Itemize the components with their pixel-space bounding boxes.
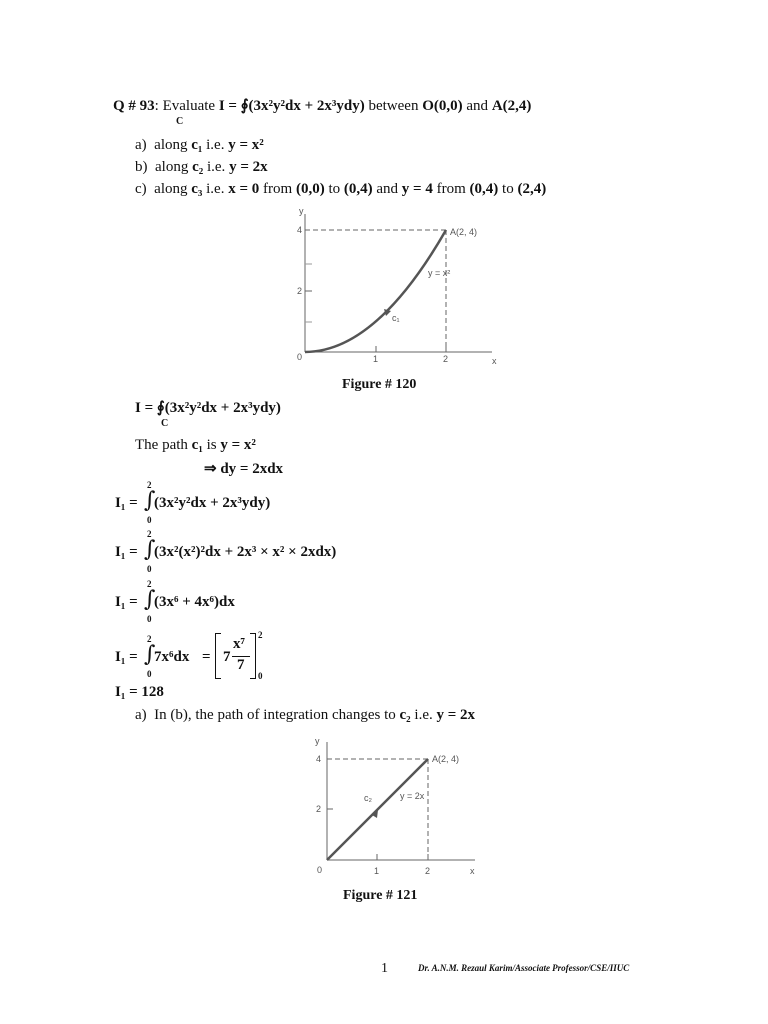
bracket-right (250, 633, 256, 679)
step-2-lhs: I₁ = (115, 544, 138, 560)
line-y-eq-2x (327, 759, 428, 860)
part-ie: i.e. (203, 159, 230, 175)
step-4-lhs: I₁ = (115, 649, 138, 665)
step-3-upper: 2 (147, 579, 152, 589)
part-label: b) (135, 159, 148, 175)
part-a (135, 137, 264, 154)
part-p1: (0,0) (295, 181, 325, 197)
author-footer: Dr. A.N.M. Rezaul Karim/Associate Professor/CSE/IIUC (418, 963, 630, 973)
solution-contour: C (161, 418, 169, 429)
curve-y-eq-x2 (305, 230, 446, 352)
part-c (135, 181, 546, 198)
path-label: c₁ (392, 313, 400, 323)
part-eq: x = 0 (228, 181, 260, 197)
part-eq: y = x² (228, 137, 264, 153)
step-2-expr: (3x²(x²)²dx + 2x³ × x² × 2xdx) (154, 544, 337, 560)
part-label: c) (135, 181, 147, 197)
direction-arrow (384, 309, 391, 316)
bracket-lower: 0 (258, 671, 263, 681)
part-to2: to (498, 181, 518, 197)
x-tick-label-0: 0 (297, 352, 303, 362)
point-a-label: A(2, 4) (432, 754, 460, 764)
point-a: A(2,4) (491, 98, 532, 114)
step-3-lhs: I₁ = (115, 594, 138, 610)
question-label: Q # 93 (113, 98, 155, 114)
step-1-lower: 0 (147, 515, 152, 525)
figure-120-caption: Figure # 120 (342, 377, 417, 392)
step-4-lower: 0 (147, 669, 152, 679)
x-tick-label-2: 2 (425, 866, 431, 876)
part-ie: i.e. (202, 137, 229, 153)
fraction-den: 7 (237, 657, 245, 673)
part-eq: y = 2x (229, 159, 268, 175)
next-curve: c₂ (399, 707, 411, 723)
part-eq2: y = 4 (401, 181, 433, 197)
figure-120-plot (280, 204, 520, 374)
step-1-lhs: I₁ = (115, 495, 138, 511)
derivative-line: ⇒ dy = 2xdx (204, 461, 284, 477)
path-statement (135, 437, 256, 454)
result-line: I₁ = 128 (115, 684, 164, 700)
path-label: c₂ (364, 793, 372, 803)
y-axis-label: y (299, 206, 304, 216)
step-4-equals: = (202, 649, 211, 665)
bracket-coef: 7 (223, 649, 231, 665)
and-text: and (462, 98, 492, 114)
figure-121-plot (300, 732, 500, 882)
path-text: The path (135, 437, 192, 453)
part-text: along (154, 181, 192, 197)
figure-121 (300, 732, 500, 887)
path-is: is (202, 437, 221, 453)
step-2-upper: 2 (147, 529, 152, 539)
question-line (113, 96, 531, 115)
x-tick-label-1: 1 (373, 354, 379, 364)
path-eq: y = x² (220, 437, 256, 453)
part-and: and (372, 181, 402, 197)
bracket-upper: 2 (258, 630, 263, 640)
figure-121-caption: Figure # 121 (343, 888, 418, 903)
part-label: a) (135, 137, 147, 153)
bracket-left (215, 633, 221, 679)
question-text: : Evaluate (154, 98, 219, 114)
next-part (135, 707, 475, 724)
x-tick-label-2: 2 (443, 354, 449, 364)
step-2-lower: 0 (147, 564, 152, 574)
part-b (135, 159, 268, 176)
y-tick-label-4: 4 (297, 225, 303, 235)
part-from2: from (432, 181, 470, 197)
integral-sign: ∫ (144, 587, 156, 612)
page-number: 1 (381, 961, 388, 976)
next-text: In (b), the path of integration changes to (154, 707, 400, 723)
point-o: O(0,0) (422, 98, 463, 114)
part-text: along (154, 137, 192, 153)
fraction-num: x⁷ (233, 636, 245, 652)
step-1-expr: (3x²y²dx + 2x³ydy) (154, 495, 271, 511)
step-4-expr: 7x⁶dx (154, 649, 190, 665)
y-tick-label-2: 2 (316, 804, 322, 814)
next-ie: i.e. (410, 707, 437, 723)
part-ie: i.e. (202, 181, 229, 197)
curve-label: y = 2x (400, 791, 425, 801)
part-curve: c₂ (192, 159, 204, 175)
y-tick-label-4: 4 (316, 754, 322, 764)
x-tick-label-0: 0 (317, 865, 323, 875)
y-tick-label-2: 2 (297, 286, 303, 296)
part-curve: c₃ (191, 181, 203, 197)
part-mid: from (259, 181, 296, 197)
step-3-expr: (3x⁶ + 4x⁶)dx (154, 594, 235, 610)
x-tick-label-1: 1 (374, 866, 380, 876)
solution-integral: I = ∮(3x²y²dx + 2x³ydy) (135, 400, 281, 416)
step-3-lower: 0 (147, 614, 152, 624)
part-p4: (2,4) (517, 181, 547, 197)
next-label: a) (135, 707, 147, 723)
integral-sign: ∫ (144, 537, 156, 562)
question-integral: I = ∮(3x²y²dx + 2x³ydy) (218, 98, 365, 114)
contour-label: C (176, 116, 184, 127)
next-eq: y = 2x (436, 707, 476, 723)
curve-label: y = x² (428, 268, 451, 278)
integral-sign: ∫ (144, 488, 156, 513)
step-4-upper: 2 (147, 634, 152, 644)
y-axis-label: y (315, 736, 320, 746)
path-curve: c₁ (191, 437, 203, 453)
part-curve: c₁ (191, 137, 203, 153)
figure-120 (280, 204, 520, 379)
between-text: between (364, 98, 423, 114)
step-1-upper: 2 (147, 480, 152, 490)
point-a-label: A(2, 4) (450, 227, 478, 237)
part-p2: (0,4) (343, 181, 373, 197)
part-to1: to (324, 181, 344, 197)
integral-sign: ∫ (144, 642, 156, 667)
x-axis-label: x (492, 356, 497, 366)
x-axis-label: x (470, 866, 475, 876)
part-p3: (0,4) (469, 181, 499, 197)
part-text: along (155, 159, 193, 175)
